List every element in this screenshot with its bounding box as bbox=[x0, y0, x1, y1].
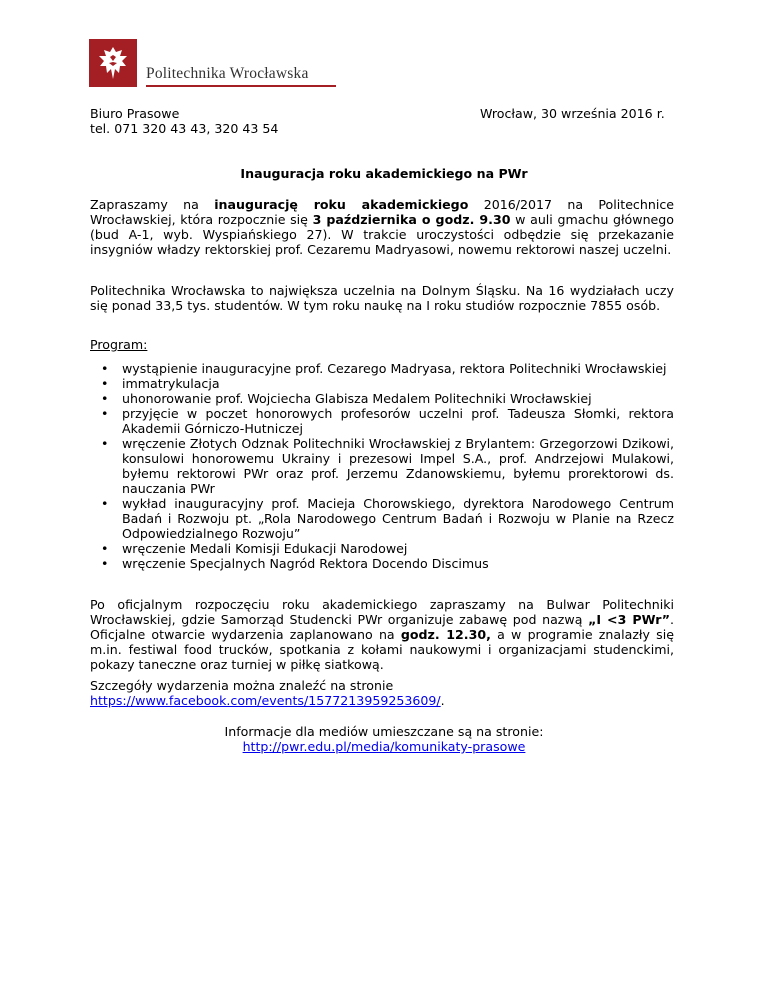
list-item bbox=[101, 406, 674, 436]
list-item-text: uhonorowanie prof. Wojciecha Glabisza Medalem Politechniki Wrocławskiej bbox=[122, 391, 592, 406]
text-run: a w programie znalazły się m.in. festiwal food trucków, spotkania z kołami naukowymi i organizacjami studenckimi, pokazy taneczne oraz turniej w piłkę siatkową. bbox=[90, 627, 674, 672]
bullet: • bbox=[101, 391, 109, 406]
list-item-text: wręczenie Medali Komisji Edukacji Narodowej bbox=[122, 541, 408, 556]
list-item-text: wręczenie Specjalnych Nagród Rektora Docendo Discimus bbox=[122, 556, 489, 571]
text-run: Po oficjalnym rozpoczęciu roku akademickiego zapraszamy na Bulwar Politechniki Wrocławskiej, gdzie Samorząd Studencki PWr organizuje zabawę pod nazwą bbox=[90, 597, 674, 627]
bullet: • bbox=[101, 406, 109, 421]
bold-run: 3 października o godz. 9.30 bbox=[312, 212, 511, 227]
eagle-shield-icon bbox=[89, 39, 137, 87]
list-item-text: wręczenie Złotych Odznak Politechniki Wrocławskiej z Brylantem: Grzegorzowi Dzikowi, konsulowi honorowemu Ukrainy i prezesowi Impel S.A., prof. Andrzejowi Mulakowi, byłemu rektorowi PWr oraz prof. Jerzemu Zdanowskiemu, byłemu prorektorowi ds. nauczania PWr bbox=[122, 436, 674, 496]
media-link-line bbox=[0, 739, 768, 754]
intro-paragraph bbox=[90, 197, 674, 257]
text-run: 2016/2017 na Politechnice Wrocławskiej, która rozpocznie się bbox=[90, 197, 674, 227]
student-event-paragraph bbox=[90, 597, 674, 672]
list-item-text: immatrykulacja bbox=[122, 376, 220, 391]
bullet: • bbox=[101, 376, 109, 391]
text-run: w auli gmachu głównego (bud A-1, wyb. Wyspiańskiego 27). W trakcie uroczystości odbędzie się przekazanie insygniów władzy rektorskiej prof. Cezaremu Madryasowi, nowemu rektorowi naszej uczelni. bbox=[90, 212, 674, 257]
press-releases-link[interactable]: http://pwr.edu.pl/media/komunikaty-prasowe bbox=[242, 739, 526, 754]
text-run: . Oficjalne otwarcie wydarzenia zaplanowano na bbox=[90, 612, 674, 642]
bullet: • bbox=[101, 361, 109, 376]
bullet: • bbox=[101, 541, 109, 556]
list-item bbox=[101, 436, 674, 496]
program-list bbox=[101, 361, 674, 571]
sender-info bbox=[90, 106, 278, 136]
bold-run: „I <3 PWr” bbox=[588, 612, 670, 627]
phone-numbers: tel. 071 320 43 43, 320 43 54 bbox=[90, 121, 279, 136]
bold-run: inaugurację roku akademickiego bbox=[214, 197, 469, 212]
period: . bbox=[440, 693, 445, 708]
list-item-text: przyjęcie w poczet honorowych profesorów uczelni prof. Tadeusza Słomki, rektora Akademii Górniczo-Hutniczej bbox=[122, 406, 674, 436]
bullet: • bbox=[101, 496, 109, 511]
list-item bbox=[101, 496, 674, 541]
details-link-line bbox=[90, 693, 674, 708]
program-label: Program: bbox=[90, 337, 148, 352]
document-title: Inauguracja roku akademickiego na PWr bbox=[240, 166, 528, 181]
bullet: • bbox=[101, 556, 109, 571]
details-text: Szczegóły wydarzenia można znaleźć na stronie bbox=[90, 678, 394, 693]
list-item bbox=[101, 391, 674, 406]
list-item bbox=[101, 361, 674, 376]
press-office: Biuro Prasowe bbox=[90, 106, 180, 121]
brand-wordmark: Politechnika Wrocławska bbox=[146, 65, 309, 82]
list-item-text: wystąpienie inauguracyjne prof. Cezarego Madryasa, rektora Politechniki Wrocławskiej bbox=[122, 361, 667, 376]
media-text: Informacje dla mediów umieszczane są na stronie: bbox=[224, 724, 544, 739]
event-details bbox=[90, 678, 674, 708]
list-item bbox=[101, 541, 674, 556]
bullet: • bbox=[101, 436, 109, 451]
place-date bbox=[480, 106, 665, 121]
bold-run: godz. 12.30, bbox=[400, 627, 491, 642]
facebook-event-link[interactable]: https://www.facebook.com/events/1577213959253609/ bbox=[90, 693, 441, 708]
list-item-text: wykład inauguracyjny prof. Macieja Chorowskiego, dyrektora Narodowego Centrum Badań i Rozwoju pt. „Rola Narodowego Centrum Badań i Rozwoju w Planie na Rzecz Odpowiedzialnego Rozwoju” bbox=[122, 496, 674, 541]
university-facts-paragraph: Politechnika Wrocławska to największa uczelnia na Dolnym Śląsku. Na 16 wydziałach uczy się ponad 33,5 tys. studentów. W tym roku naukę na I roku studiów rozpocznie 7855 osób. bbox=[90, 283, 674, 313]
place-date-text: Wrocław, 30 września 2016 r. bbox=[480, 106, 665, 121]
media-info bbox=[0, 724, 768, 754]
list-item bbox=[101, 556, 674, 571]
text-run: Zapraszamy na bbox=[90, 197, 215, 212]
list-item bbox=[101, 376, 674, 391]
brand-underline bbox=[146, 85, 336, 87]
